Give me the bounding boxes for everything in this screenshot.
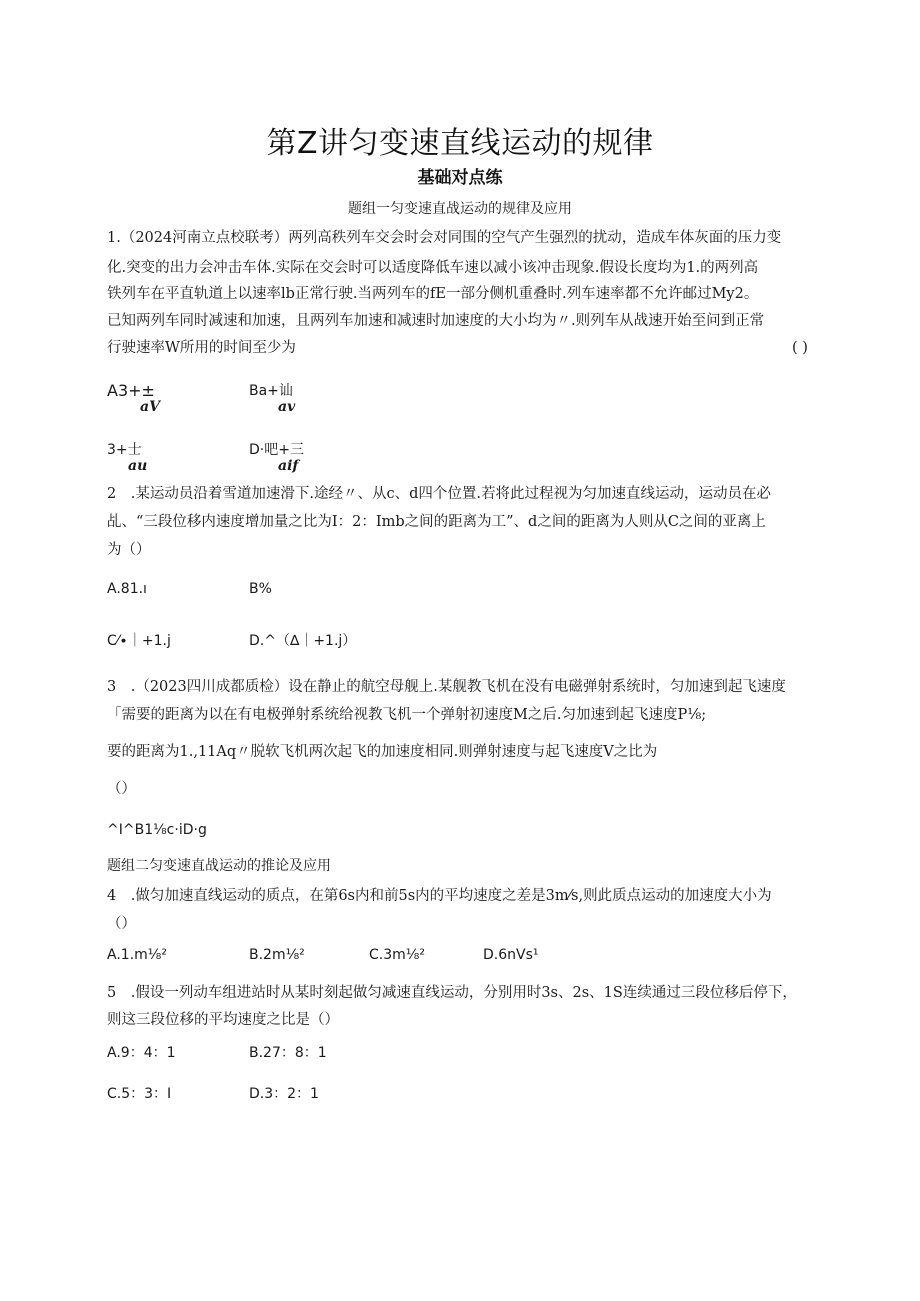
q4-line-2: （）	[107, 916, 136, 932]
lesson-title: 第Z讲匀变速直线运动的规律	[266, 126, 654, 161]
question-group-2-heading: 题组二匀变速直战运动的推论及应用	[107, 858, 331, 874]
q1-option-a-denominator: aV	[140, 399, 160, 415]
q1-line-1: 1.（2024河南立点校联考）两列高秩列车交会时会对同围的空气产生强烈的扰动，造成车体灰面的压力变	[107, 230, 782, 246]
q5-option-d: D.3：2：1	[249, 1086, 319, 1102]
q3-line-3: 要的距离为1.,11Aq〃脱软飞机两次起飞的加速度相同.则弹射速度与起飞速度V之比为	[107, 744, 658, 760]
q5-line-2: 则这三段位移的平均速度之比是（）	[107, 1012, 339, 1028]
q2-option-a: A.81.ı	[107, 581, 147, 597]
q1-line-5: 行驶速率W所用的时间至少为	[107, 340, 296, 356]
q4-option-a: A.1.m⅛²	[107, 947, 167, 963]
q3-line-2: 「需要的距离为以在有电极弹射系统给视教飞机一个弹射初速度M之后.匀加速到起飞速度P⅛;	[107, 707, 707, 723]
q5-line-1: 5 .假设一列动车组进站时从某时刻起做匀减速直线运动，分别用时3s、2s、1S连续通过三段位移后停下，	[107, 985, 797, 1001]
q1-option-d-denominator: aif	[278, 458, 299, 474]
q4-option-c: C.3m⅛²	[369, 947, 425, 963]
q5-option-c: C.5：3：I	[107, 1086, 172, 1102]
question-group-1-heading: 题组一匀变速直战运动的规律及应用	[348, 201, 572, 217]
q1-option-b-denominator: av	[278, 399, 296, 415]
q1-option-c-denominator: au	[128, 458, 148, 474]
q1-line-4: 已知两列车同时减速和加速，且两列车加速和减速时加速度的大小均为〃.则列车从战速开始至问到正常	[107, 313, 765, 329]
q3-line-1: 3 .（2023四川成都质检）设在静止的航空母舰上.某舰教飞机在没有电磁弹射系统时，匀加速到起飞速度	[107, 679, 786, 695]
q1-line-2: 化.突变的出力会冲击车体.实际在交会时可以适度降低车速以减小该冲击现象.假设长度均为1.的两列高	[107, 260, 759, 276]
q3-answer-paren: （）	[107, 781, 136, 797]
q1-option-d: D·吧+三	[249, 442, 304, 458]
q5-option-b: B.27：8：1	[249, 1045, 327, 1061]
q1-option-c: 3+士	[107, 442, 142, 458]
q4-option-b: B.2m⅛²	[249, 947, 305, 963]
q2-line-3: 为（）	[107, 542, 151, 558]
q4-option-d: D.6nVs¹	[483, 947, 539, 963]
q2-line-2: 乩、“三段位移内速度增加量之比为I：2：Imb之间的距离为工”、d之间的距离为人则从C之间的亚离上	[107, 514, 766, 530]
q1-line-3: 铁列车在平直轨道上以速率lb正常行驶.当两列车的fE一部分侧机重叠时.列车速率都不允许邮过My2。	[107, 286, 759, 302]
q2-option-b: B%	[249, 581, 272, 597]
q2-option-d: D.^（∆｜+1.j）	[249, 633, 357, 649]
q2-option-c: C⁄∙｜+1.j	[107, 633, 171, 649]
q1-option-b: Ba+讪	[249, 383, 293, 399]
q1-option-a: A3+±	[107, 381, 155, 400]
q5-option-a: A.9：4：1	[107, 1045, 176, 1061]
q3-options: ^I^B1⅛c·iD·g	[107, 822, 207, 838]
q2-line-1: 2 .某运动员沿着雪道加速滑下.途经〃、从c、d四个位置.若将此过程视为匀加速直线运动，运动员在必	[107, 486, 771, 502]
q4-line-1: 4 .做匀加速直线运动的质点，在第6s内和前5s内的平均速度之差是3m⁄s,则此质点运动的加速度大小为	[107, 888, 772, 904]
section-subtitle: 基础对点练	[417, 168, 503, 188]
q1-answer-paren: ( )	[792, 340, 808, 356]
